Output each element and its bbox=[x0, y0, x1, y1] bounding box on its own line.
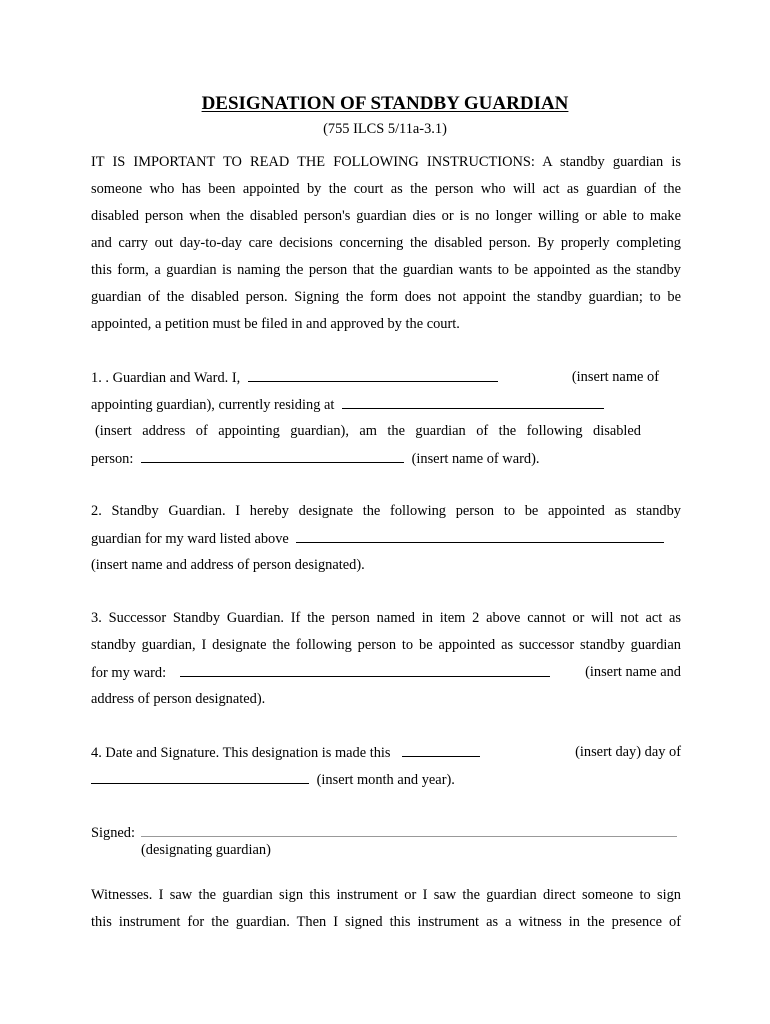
day-hint: (insert day) day of bbox=[575, 744, 681, 760]
section-3-line-4: address of person designated). bbox=[91, 691, 266, 707]
section-2-line-2 bbox=[91, 528, 681, 548]
residence-label: appointing guardian), currently residing at bbox=[91, 397, 335, 413]
guardian-address-field[interactable] bbox=[342, 394, 604, 409]
statute-citation: (755 ILCS 5/11a-3.1) bbox=[323, 121, 447, 137]
witness-line: Witnesses. I saw the guardian sign this instrument or I saw the guardian direct someone to sign bbox=[91, 887, 681, 903]
section-1-line-4 bbox=[91, 448, 681, 468]
section-1-label: 1. . Guardian and Ward. I, bbox=[91, 370, 241, 386]
intro-line: this form, a guardian is naming the person that the guardian wants to be appointed as the standby bbox=[91, 262, 681, 278]
signed-label: Signed: bbox=[91, 825, 135, 841]
guardian-name-field[interactable] bbox=[248, 367, 498, 382]
signature-caption: (designating guardian) bbox=[141, 842, 271, 858]
witness-line: this instrument for the guardian. Then I signed this instrument as a witness in the presence of bbox=[91, 914, 681, 930]
section-4-line-2 bbox=[91, 769, 681, 789]
day-field[interactable] bbox=[402, 742, 480, 757]
signature-field[interactable] bbox=[141, 822, 677, 837]
ward-label: person: bbox=[91, 451, 134, 467]
section-1-line-2 bbox=[91, 394, 681, 414]
month-year-hint: (insert month and year). bbox=[316, 772, 455, 788]
intro-line: someone who has been appointed by the court as the person who will act as guardian of the bbox=[91, 181, 681, 197]
intro-line: IT IS IMPORTANT TO READ THE FOLLOWING INSTRUCTIONS: A standby guardian is bbox=[91, 154, 681, 170]
standby-label: guardian for my ward listed above bbox=[91, 531, 289, 547]
intro-line: and carry out day-to-day care decisions concerning the disabled person. By properly completing bbox=[91, 235, 681, 251]
section-2-line-3: (insert name and address of person designated). bbox=[91, 557, 365, 573]
successor-hint: (insert name and bbox=[585, 664, 681, 680]
guardian-name-hint: (insert name of bbox=[571, 369, 659, 385]
successor-label: for my ward: bbox=[91, 665, 167, 681]
section-3-line-3 bbox=[91, 662, 681, 682]
month-year-field[interactable] bbox=[91, 769, 309, 784]
section-4-line-1 bbox=[91, 742, 681, 762]
ward-name-field[interactable] bbox=[141, 448, 404, 463]
standby-guardian-field[interactable] bbox=[296, 528, 664, 543]
section-3-line-1: 3. Successor Standby Guardian. If the person named in item 2 above cannot or will not act as bbox=[91, 610, 681, 626]
successor-guardian-field[interactable] bbox=[180, 662, 550, 677]
page-title: DESIGNATION OF STANDBY GUARDIAN bbox=[201, 93, 569, 114]
intro-line: appointed, a petition must be filed in and approved by the court. bbox=[91, 316, 460, 332]
ward-name-hint: (insert name of ward). bbox=[411, 451, 540, 467]
date-label: 4. Date and Signature. This designation is made this bbox=[91, 745, 391, 761]
section-2-line-1: 2. Standby Guardian. I hereby designate the following person to be appointed as standby bbox=[91, 503, 681, 519]
intro-line: disabled person when the disabled person's guardian dies or is no longer willing or able to make bbox=[91, 208, 681, 224]
signature-line bbox=[91, 822, 681, 842]
section-1-line-1 bbox=[91, 367, 681, 387]
intro-line: guardian of the disabled person. Signing the form does not appoint the standby guardian; to be bbox=[91, 289, 681, 305]
section-1-line-3: (insert address of appointing guardian), am the guardian of the following disabled bbox=[95, 423, 641, 439]
section-3-line-2: standby guardian, I designate the following person to be appointed as successor standby guardian bbox=[91, 637, 681, 653]
